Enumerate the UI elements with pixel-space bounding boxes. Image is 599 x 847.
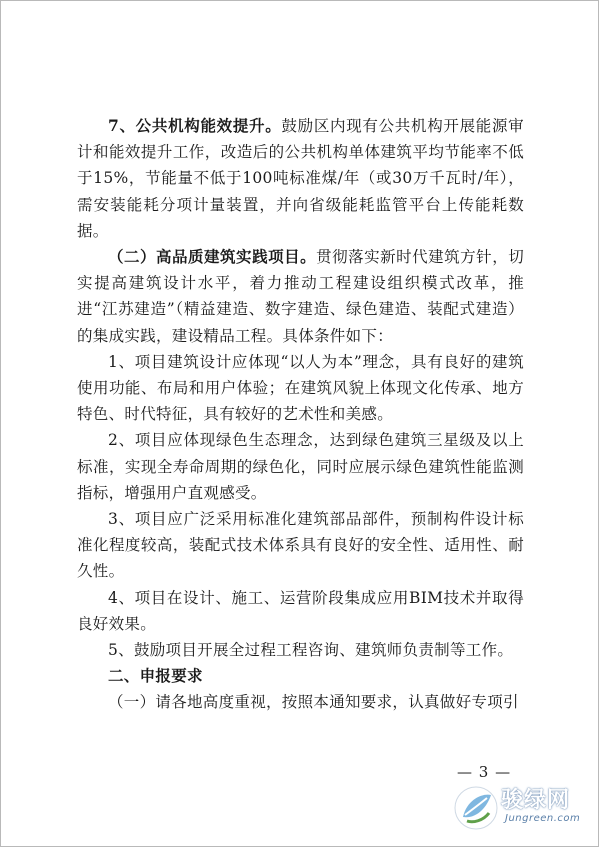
paragraph-item-5: 5、鼓励项目开展全过程工程咨询、建筑师负责制等工作。 [108,641,514,660]
section-heading: 二、申报要求 [108,666,203,686]
watermark-url: Jungreen.com [505,813,581,824]
paragraph-7 [77,113,524,244]
paragraph-section-2 [77,244,524,349]
page-number: — 3 — [457,763,512,781]
paragraph-item-3: 3、项目应广泛采用标准化建筑部品部件，预制构件设计标准化程度较高，装配式技术体系具有良好的安全性、适用性、耐久性。 [77,510,524,581]
paragraph-item-4: 4、项目在设计、施工、运营阶段集成应用BIM技术并取得良好效果。 [77,588,524,633]
leaf-logo-icon [453,785,499,831]
watermark-name: 骏绿网 [501,788,571,813]
paragraph-requirements: （一）请各地高度重视，按照本通知要求，认真做好专项引 [108,693,519,712]
paragraph-item-1: 1、项目建筑设计应体现“以人为本”理念，具有良好的建筑使用功能、布局和用户体验；在建筑风貌上体现文化传承、地方特色、时代特征，具有较好的艺术性和美感。 [77,352,524,424]
document-body [77,113,524,716]
paragraph-lead: （二）高品质建筑实践项目。 [108,247,317,267]
paragraph-lead: 7、公共机构能效提升。 [108,116,282,135]
paragraph-text: 贯彻落实新时代建筑方针，切实提高建筑设计水平，着力推动工程建设组织模式改革，推进“江苏建造”（精益建造、数字建造、绿色建造、装配式建造）的集成实践，建设精品工程。具体条件如下： [77,248,525,345]
watermark [447,783,587,835]
paragraph-item-2: 2、项目应体现绿色生态理念，达到绿色建筑三星级及以上标准，实现全寿命周期的绿色化，同时应展示绿色建筑性能监测指标，增强用户直观感受。 [77,431,524,502]
paragraph-text: 鼓励区内现有公共机构开展能源审计和能效提升工作，改造后的公共机构单体建筑平均节能率不低于15%，节能量不低于100吨标准煤/年（或30万千瓦时/年），需安装能耗分项计量装置，并向省级能耗监管平台上传能耗数据。 [77,117,524,240]
